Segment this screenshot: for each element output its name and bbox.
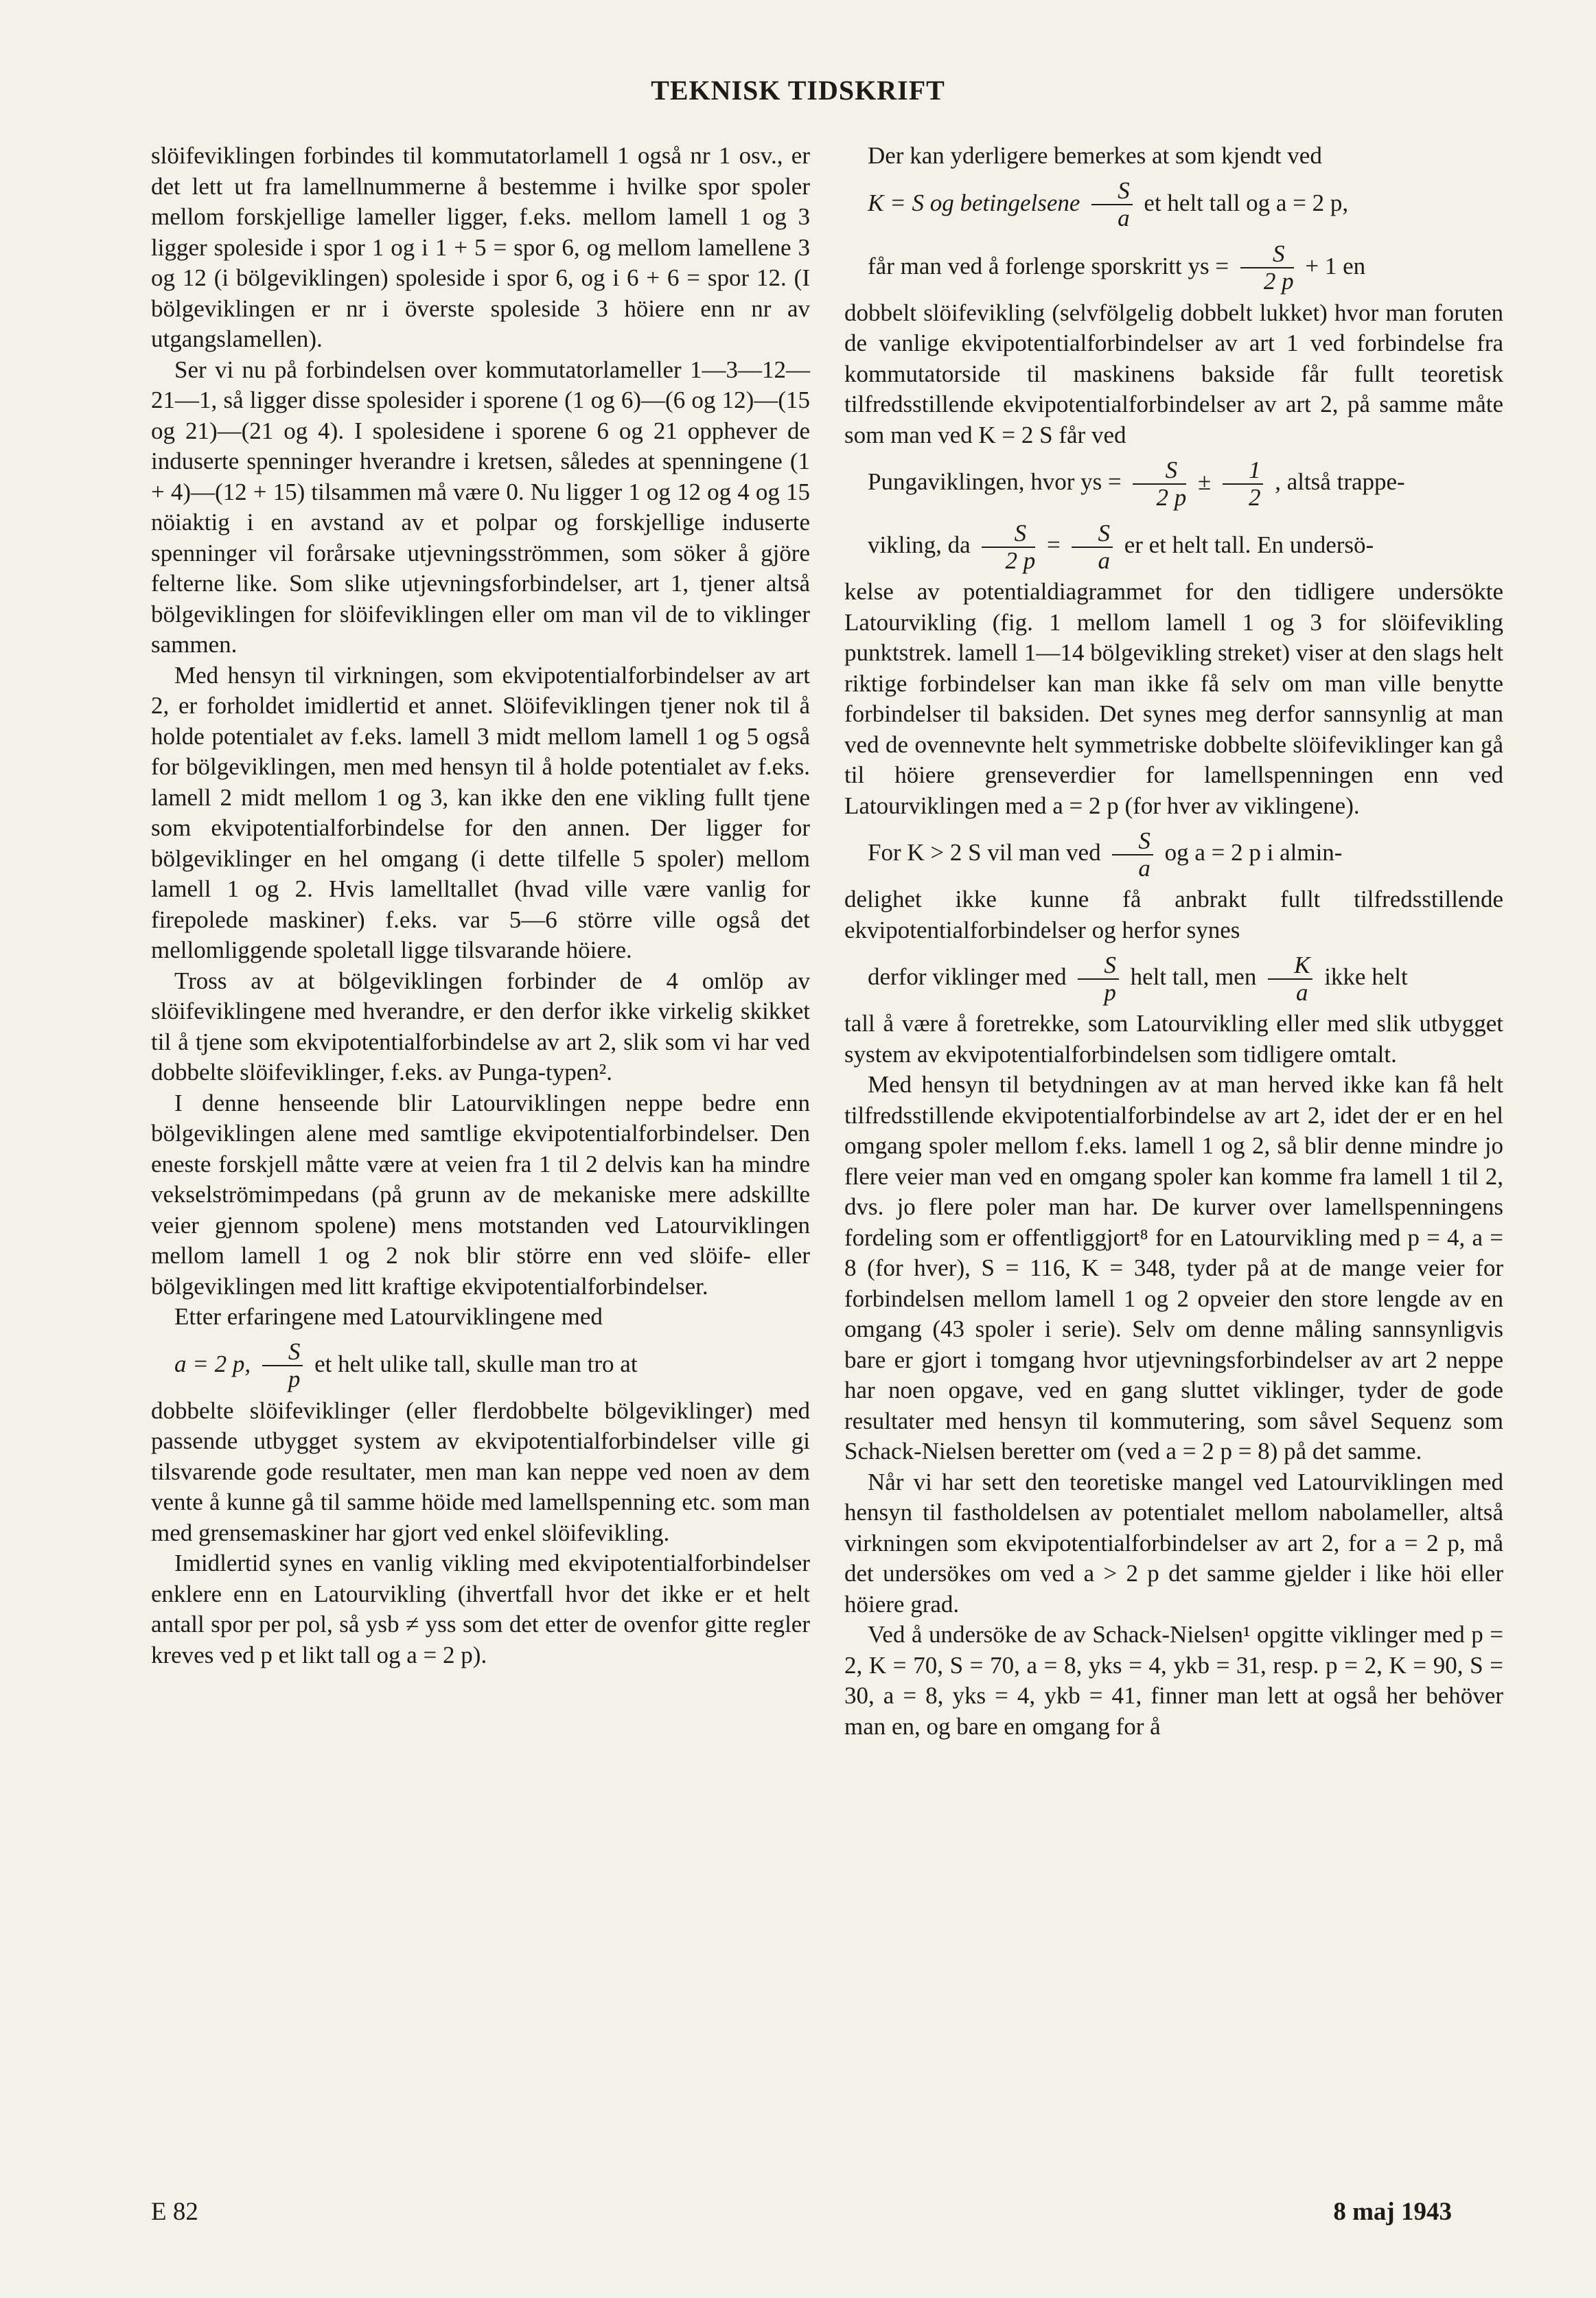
equation-text: + 1 en [1305,252,1366,279]
page-number: E 82 [151,2198,198,2226]
fraction-1-over-2: $\frac{1}{2}$ [1223,457,1264,511]
fraction-s-over-2p: $\frac{S}{2 p}$ [982,520,1035,574]
issue-date: 8 maj 1943 [1333,2198,1452,2226]
equation-text: og a = 2 p i almin- [1164,839,1343,866]
equation-line [844,514,1503,577]
equation-text: a = 2 p, [174,1350,251,1377]
fraction-s-over-p: $\frac{S}{p}$ [262,1339,303,1392]
equation-text: er et helt tall. En undersö- [1124,531,1374,558]
equation-line [151,1333,810,1396]
paragraph: Ved å undersöke de av Schack-Nielsen¹ opgitte viklinger med p = 2, K = 70, S = 70, a = 8, yks = 4, ykb = 31, resp. p = 2, K = 90, S = 30, a = 8, yks = 4, ykb = 41, finner man lett at også her behöver man en, og bare en omgang for å [844,1621,1503,1740]
paragraph: delighet ikke kunne få anbrakt fullt tilfredsstillende ekvipotentialforbindelser og herfor synes [844,886,1503,943]
paragraph: Når vi har sett den teoretiske mangel ved Latourviklingen med hensyn til fastholdelsen av potentialet mellom nabolameller, altså virkningen som ekvipotentialforbindelser av art 2, for a = 2 p, må det undersökes om ved a > 2 p det samme gjelder i like höi eller höiere grad. [844,1468,1503,1618]
fraction-s-over-2p: $\frac{S}{2 p}$ [1240,241,1294,295]
paragraph: dobbelt slöifevikling (selvfölgelig dobbelt lukket) hvor man foruten de vanlige ekvipotentialforbindelser av art 1 ved forbindelse fra kommutatorside til maskinens bakside får fullt teoretisk tilfredsstillende ekvipotentialforbindelser av art 2, på samme måte som man ved K = 2 S får ved [844,299,1503,448]
equation-text: derfor viklinger med [868,963,1067,990]
equation-line [844,945,1503,1009]
fraction-s-over-2p: $\frac{S}{2 p}$ [1133,457,1186,511]
equation-text: K = S og betingelsene [868,189,1080,216]
paragraph: Ser vi nu på forbindelsen over kommutatorlameller 1—3—12—21—1, så ligger disse spolesider i sporene (1 og 6)—(6 og 12)—(15 og 21)—(21 og 4). I spolesidene i sporene 6 og 21 opphever de induserte spenninger hverandre i kretsen, således at spenningene (1 + 4)—(12 + 15) tilsammen må være 0. Nu ligger 1 og 12 og 4 og 15 nöiaktig i en avstand av et polpar og forskjellige induserte spenninger vil forårsake utjevningsströmmen, som söker å gjöre felterne like. Som slike utjevningsforbindelser, art 1, tjener altså bölgeviklingen for slöifeviklingen eller om man vil de to viklinger sammen. [151,356,810,658]
paragraph: tall å være å foretrekke, som Latourvikling eller med slik utbygget system av ekvipotentialforbindelsen som tidligere omtalt. [844,1010,1503,1068]
equation-text: vikling, da [868,531,971,558]
equation-line [844,450,1503,514]
equation-text: helt tall, men [1130,963,1257,990]
right-column [844,141,1503,1742]
equation-text: får man ved å forlenge sporskritt ys = [868,252,1229,279]
fraction-s-over-a: $\frac{S}{a}$ [1072,520,1113,574]
fraction-s-over-a: $\frac{S}{a}$ [1091,178,1133,231]
paragraph: kelse av potentialdiagrammet for den tidligere undersökte Latourvikling (fig. 1 mellom lamell 1 og 3 for slöifevikling punktstrek. lamell 1—14 bölgevikling streket) viser at den slags helt riktige forbindelser kan man ikke få selv om man ville benytte forbindelser til baksiden. Det synes meg derfor sannsynlig at man ved de ovennevnte helt symmetriske dobbelte slöifeviklinger kan gå til höiere grenseverdier for lamellspenningen enn ved Latourviklingen med a = 2 p (for hver av viklingene). [844,578,1503,819]
fraction-k-over-a: $\frac{K}{a}$ [1268,952,1312,1006]
paragraph: I denne henseende blir Latourviklingen neppe bedre enn bölgeviklingen alene med samtlige ekvipotentialforbindelser. Den eneste forskjell måtte være at veien fra 1 til 2 delvis kan ha mindre vekselströmimpedans (på grunn av de mekaniske mere adskillte veier gjennom spolene) mens motstanden ved Latourviklingen mellom lamell 1 og 2 nok blir större enn ved slöife- eller bölgeviklingen med litt kraftige ekvipotentialforbindelser. [151,1089,810,1300]
left-column [151,141,810,1670]
paragraph: dobbelte slöifeviklinger (eller flerdobbelte bölgeviklinger) med passende utbygget system av ekvipotentialforbindelser ville gi tilsvarende gode resultater, men man kan neppe ved noen av dem vente å kunne gå til samme höide med lamellspenning etc. som man med grensemaskiner har gjort ved enkel slöifevikling. [151,1397,810,1546]
equals-sign: = [1046,531,1061,558]
equation-text: et helt ulike tall, skulle man tro at [314,1350,638,1377]
paragraph: Etter erfaringene med Latourviklingene med [174,1303,603,1330]
paragraph: Tross av at bölgeviklingen forbinder de 4 omlöp av slöifeviklingene med hverandre, er den derfor ikke virkelig skikket til å tjene som ekvipotentialforbindelse av art 2, slik som vi har ved dobbelte slöifeviklinger, f.eks. av Punga-typen². [151,967,810,1085]
paragraph: Med hensyn til virkningen, som ekvipotentialforbindelser av art 2, er forholdet imidlertid et annet. Slöifeviklingen tjener nok til å holde potentialet av f.eks. lamell 3 midt mellom lamell 1 og 5 også for bölgeviklingen, men med hensyn til å holde potentialet av f.eks. lamell 2 midt mellom 1 og 3, kan ikke den ene vikling fullt tjene som ekvipotentialforbindelse for den annen. Der ligger for bölgeviklinger en hel omgang (i dette tilfelle 5 spoler) mellom lamell 1 og 2. Hvis lamelltallet (hvad ville være vanlig for firepolede maskiner) f.eks. var 5—6 större ville også det mellomliggende spoletall ligge tilsvarande höiere. [151,661,810,963]
plus-minus-sign: ± [1197,468,1212,495]
equation-text: ikke helt [1324,963,1408,990]
equation-text: et helt tall og a = 2 p, [1144,189,1349,216]
equation-line [844,235,1503,298]
paragraph: Imidlertid synes en vanlig vikling med ekvipotentialforbindelser enklere enn en Latourvikling (ihvertfall hvor det ikke er et helt antall spor per pol, så ysb ≠ yss som det etter de ovenfor gitte regler kreves ved p et likt tall og a = 2 p). [151,1550,810,1668]
paragraph: slöifeviklingen forbindes til kommutatorlamell 1 også nr 1 osv., er det lett ut fra lamellnummerne å bestemme i hvilke spor spoler mellom forskjellige lameller ligger, f.eks. mellom lamell 1 og 3 ligger spoleside i spor 1 og i 1 + 5 = spor 6, og mellom lamellene 3 og 12 (i bölgeviklingen) spoleside i spor 6, og i 6 + 6 = spor 12. (I bölgeviklingen er nr i överste spoleside 3 höiere enn nr av utgangslamellen). [151,142,810,352]
equation-text: , altså trappe- [1275,468,1405,495]
fraction-s-over-p: $\frac{S}{p}$ [1078,952,1119,1006]
equation-line [844,172,1503,235]
equation-line [844,821,1503,884]
equation-text: Pungaviklingen, hvor ys = [868,468,1122,495]
paragraph: Der kan yderligere bemerkes at som kjendt ved [868,142,1322,169]
paragraph: Med hensyn til betydningen av at man herved ikke kan få helt tilfredsstillende ekvipotentialforbindelse av art 2, idet der er en hel omgang spoler mellom f.eks. lamell 1 og 2, så blir denne mindre jo flere veier man ved en omgang spoler kan komme fra lamell 1 til 2, dvs. jo flere poler man har. De kurver over lamellspenningens fordeling som er offentliggjort⁸ for en Latourvikling med p = 4, a = 8 (for hver), S = 116, K = 348, tyder på at de mange veier for forbindelsen mellom lamell 1 og 2 opveier den store lengde av en omgang (43 spoler i serie). Selv om denne måling sannsynligvis bare er gjort i tomgang hvor utjevningsforbindelser av art 2 neppe har noen opgave, ved en gang sluttet viklinger, tyder de gode resultater med hensyn til kommutering, som såvel Sequenz som Schack-Nielsen beretter om (ved a = 2 p = 8) på det samme. [844,1071,1503,1464]
journal-header: TEKNISK TIDSKRIFT [651,75,945,106]
equation-text: For K > 2 S vil man ved [868,839,1101,866]
fraction-s-over-a: $\frac{S}{a}$ [1112,828,1153,882]
